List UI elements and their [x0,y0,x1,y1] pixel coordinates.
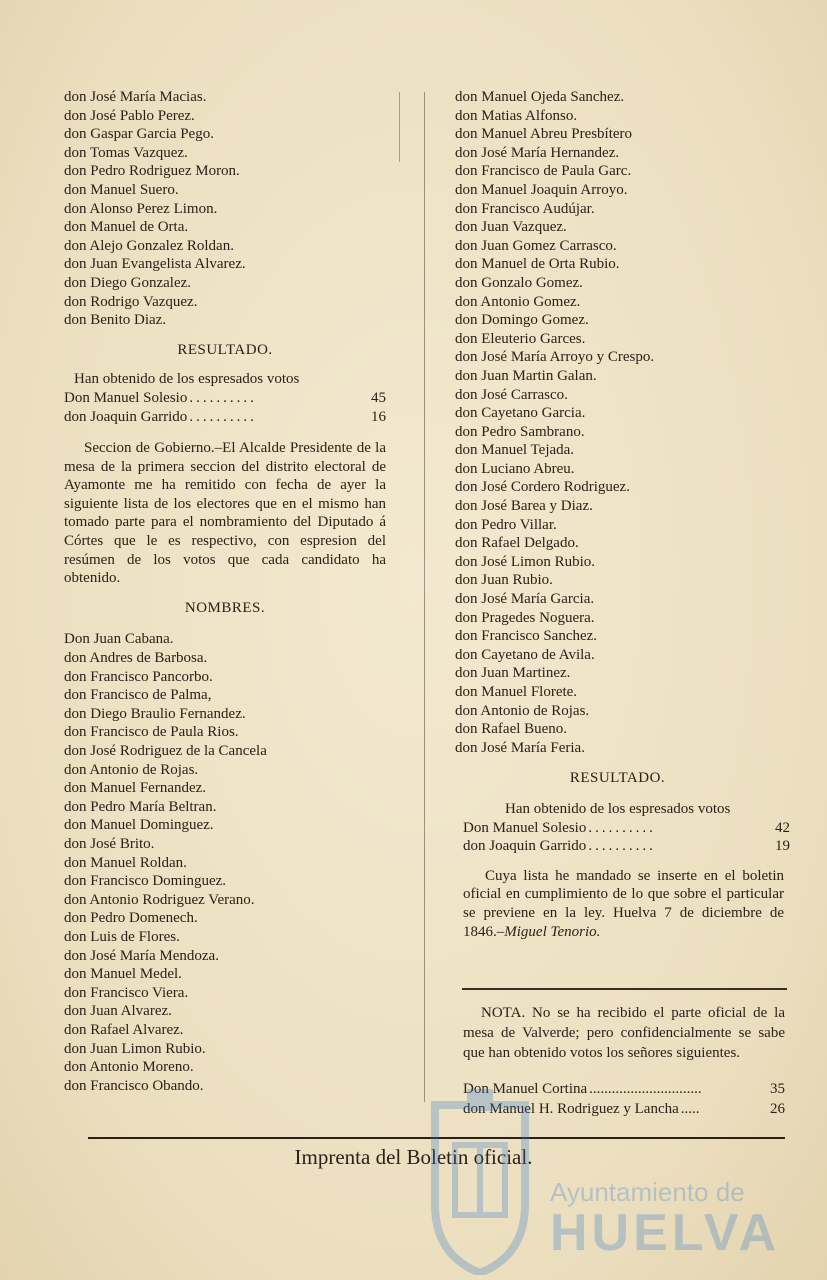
elector-name: don Domingo Gomez. [455,312,589,329]
elector-name: don Benito Diaz. [64,312,167,329]
elector-name: don Francisco Obando. [64,1077,204,1094]
elector-name: don Tomas Vazquez. [64,144,188,161]
vote-count: 45 [371,389,386,406]
elector-name: don Cayetano de Avila. [455,646,595,663]
resultado-heading-right: RESULTADO. [569,770,666,787]
closing-paragraph: Cuya lista he mandado se inserte en el boletin oficial en cumplimiento de lo que sobre el particular se previene en la ley. Huelva 7 de diciembre de 1846.–Miguel Tenorio. [463,867,784,940]
elector-name: don José Cordero Rodriguez. [455,479,630,496]
vote-row [64,408,386,427]
vote-count: 19 [775,838,790,855]
elector-name: don Manuel Abreu Presbítero [455,126,633,143]
left-votes [64,389,386,426]
elector-name: don Andres de Barbosa. [64,650,208,667]
elector-name: don Eleuterio Garces. [455,330,586,347]
elector-name: don Juan Martin Galan. [455,367,597,384]
elector-name: don Rafael Alvarez. [64,1021,184,1038]
resultado-heading-left: RESULTADO. [177,341,273,358]
elector-name: don Rodrigo Vazquez. [64,293,198,310]
right-names-list [455,88,790,757]
elector-name: don Manuel Suero. [64,181,179,198]
elector-name: don José Limon Rubio. [455,553,596,570]
elector-name: don Pedro Sambrano. [455,423,585,440]
leader-dots: .......... [189,408,257,425]
vote-count: 26 [770,1101,785,1117]
left-names-list-bottom [64,630,386,1095]
elector-name: don José Carrasco. [455,386,568,403]
elector-name: don Juan Alvarez. [64,1003,172,1020]
elector-name: don Luciano Abreu. [455,460,575,477]
nota-paragraph: NOTA. No se ha recibido el parte oficial de la mesa de Valverde; pero confidencialmente se sabe que han obtenido votos los señores siguientes. [463,1005,785,1061]
elector-name: don Rafael Delgado. [455,535,579,552]
elector-name: don Pedro Rodriguez Moron. [64,163,240,180]
right-column [455,88,790,941]
seccion-paragraph: Seccion de Gobierno.–El Alcalde Presidente de la mesa de la primera seccion del distrito electoral de Ayamonte me ha remitido con fecha de ayer la siguiente lista de los electores que en el mismo han tomado parte para el nombramiento del Diputado á Córtes que le es respectivo, con espresion del resúmen de los votos que cada candidato ha obtenido. [64,440,386,587]
resultado-intro-right: Han obtenido de los espresados votos [505,800,731,817]
elector-name: don Manuel Roldan. [64,854,187,871]
elector-name: don Pedro María Beltran. [64,798,217,815]
elector-name: don Manuel Ojeda Sanchez. [455,89,625,105]
leader-dots: .......... [588,838,656,855]
elector-name: don Manuel Medel. [64,966,182,983]
elector-name: don Luis de Flores. [64,928,180,945]
vote-row [463,819,790,838]
elector-name: don Pedro Domenech. [64,910,198,927]
right-votes [455,819,790,856]
nombres-heading: NOMBRES. [184,599,266,616]
elector-name: don Francisco de Paula Rios. [64,724,239,741]
leader-dots: .......... [588,819,656,836]
elector-name: don Francisco de Paula Garc. [455,163,632,180]
elector-name: don Francisco Viera. [64,984,189,1001]
watermark-line2: HUELVA [550,1204,781,1262]
resultado-intro-left: Han obtenido de los espresados votos [74,371,300,388]
footer-imprint: Imprenta del Boletin oficial. [294,1145,533,1169]
elector-name: don Antonio de Rojas. [64,761,199,778]
elector-name: don Diego Gonzalez. [64,274,192,291]
elector-name: don Antonio de Rojas. [455,702,590,719]
elector-name: don Juan Vazquez. [455,219,567,236]
elector-name: don Diego Braulio Fernandez. [64,705,246,722]
nota-divider [462,988,787,990]
elector-name: don Manuel Tejada. [455,442,575,459]
elector-name: don José Barea y Diaz. [455,498,593,515]
elector-name: don Manuel de Orta Rubio. [455,256,620,273]
elector-name: don Juan Evangelista Alvarez. [64,256,246,273]
elector-name: don Manuel Fernandez. [64,780,207,797]
vote-count: 16 [371,408,386,425]
elector-name: don Manuel de Orta. [64,219,189,236]
column-rule-short [399,92,400,162]
elector-name: don Juan Martinez. [455,665,571,682]
elector-name: Don Juan Cabana. [64,631,174,648]
elector-name: don José María Hernandez. [455,144,620,161]
left-column [64,88,386,1095]
elector-name: don José María Garcia. [455,591,595,608]
elector-name: don Alejo Gonzalez Roldan. [64,237,234,254]
elector-name: don Matias Alfonso. [455,107,578,124]
candidate-name: Don Manuel Solesio [64,389,188,406]
elector-name: don Gonzalo Gomez. [455,274,583,291]
elector-name: don Juan Limon Rubio. [64,1040,206,1057]
elector-name: don José María Macias. [64,89,207,105]
huelva-shield-icon [425,1085,535,1275]
elector-name: don Pedro Villar. [455,516,557,533]
elector-name: don José María Feria. [455,739,585,756]
elector-name: don Manuel Florete. [455,684,578,700]
leader-dots: .............................. [589,1081,702,1097]
elector-name: don Manuel Dominguez. [64,817,214,834]
candidate-name: don Joaquin Garrido [463,838,587,855]
elector-name: don Francisco Sanchez. [455,628,598,645]
elector-name: don Antonio Gomez. [455,293,581,310]
elector-name: don Rafael Bueno. [455,721,568,738]
elector-name: don Francisco Pancorbo. [64,668,213,685]
elector-name: don Francisco de Palma, [64,687,212,704]
vote-row [64,389,386,408]
candidate-name: don Joaquin Garrido [64,408,188,425]
elector-name: don Antonio Rodriguez Verano. [64,891,255,908]
signature: Miguel Tenorio. [504,923,601,940]
elector-name: don Manuel Joaquin Arroyo. [455,181,628,198]
elector-name: don José María Mendoza. [64,947,219,964]
column-divider [424,92,425,1102]
elector-name: don Cayetano Garcia. [455,405,586,422]
elector-name: don Juan Rubio. [455,572,553,589]
elector-name: don José Brito. [64,835,155,852]
elector-name: don José María Arroyo y Crespo. [455,349,655,366]
vote-count: 35 [770,1081,785,1097]
candidate-name: don Manuel H. Rodriguez y Lancha [463,1101,679,1117]
elector-name: don Francisco Audújar. [455,200,595,217]
elector-name: don José Pablo Perez. [64,107,195,124]
left-names-list-top [64,88,386,330]
leader-dots: .......... [189,389,257,406]
elector-name: don Juan Gomez Carrasco. [455,237,617,254]
vote-row [463,837,790,856]
elector-name: don Francisco Dominguez. [64,873,227,890]
elector-name: don José Rodriguez de la Cancela [64,743,267,759]
vote-count: 42 [775,819,790,836]
candidate-name: Don Manuel Solesio [463,819,587,836]
elector-name: don Pragedes Noguera. [455,609,595,626]
elector-name: don Alonso Perez Limon. [64,200,218,217]
watermark-line1: Ayuntamiento de [550,1177,745,1207]
leader-dots: ..... [680,1101,700,1117]
elector-name: don Gaspar Garcia Pego. [64,126,214,143]
elector-name: don Antonio Moreno. [64,1059,194,1076]
candidate-name: Don Manuel Cortina [463,1081,588,1097]
